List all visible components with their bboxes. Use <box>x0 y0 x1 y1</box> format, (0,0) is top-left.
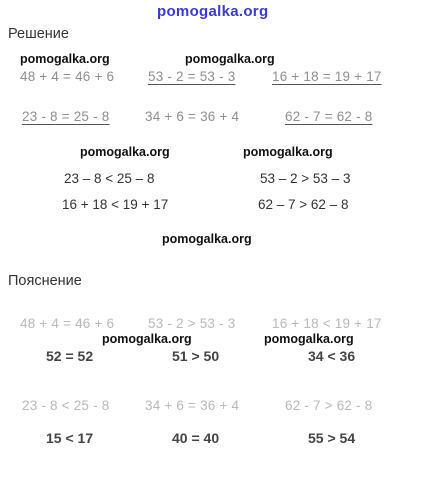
explanation-equation: 16 + 18 < 19 + 17 <box>272 316 382 331</box>
solution-equation: 62 - 7 = 62 - 8 <box>285 109 373 124</box>
explanation-equation: 53 - 2 > 53 - 3 <box>148 316 236 331</box>
explanation-equation: 23 - 8 < 25 - 8 <box>22 398 110 413</box>
solution-equation: 48 + 4 = 46 + 6 <box>20 69 115 84</box>
solution-equation: 34 + 6 = 36 + 4 <box>145 109 240 124</box>
explanation-heading: Пояснение <box>8 273 82 289</box>
watermark: pomogalka.org <box>264 332 354 346</box>
explanation-value: 34 < 36 <box>308 348 356 364</box>
solution-equation: 16 + 18 = 19 + 17 <box>272 69 382 84</box>
watermark: pomogalka.org <box>162 232 252 246</box>
explanation-value: 51 > 50 <box>172 348 220 364</box>
watermark: pomogalka.org <box>20 52 110 66</box>
site-title: pomogalka.org <box>157 3 269 20</box>
solution-equation: 23 - 8 = 25 - 8 <box>22 109 110 124</box>
solution-equation: 53 - 2 = 53 - 3 <box>148 69 236 84</box>
watermark: pomogalka.org <box>102 332 192 346</box>
explanation-equation: 34 + 6 = 36 + 4 <box>145 398 240 413</box>
explanation-equation: 48 + 4 = 46 + 6 <box>20 316 115 331</box>
explanation-value: 15 < 17 <box>46 430 94 446</box>
explanation-equation: 62 - 7 > 62 - 8 <box>285 398 373 413</box>
watermark: pomogalka.org <box>185 52 275 66</box>
solution-heading: Решение <box>8 26 69 42</box>
solution-result: 62 – 7 > 62 – 8 <box>258 197 349 212</box>
watermark: pomogalka.org <box>80 145 170 159</box>
explanation-value: 55 > 54 <box>308 430 356 446</box>
solution-result: 53 – 2 > 53 – 3 <box>260 171 351 186</box>
explanation-value: 52 = 52 <box>46 348 94 364</box>
solution-result: 23 – 8 < 25 – 8 <box>64 171 155 186</box>
explanation-value: 40 = 40 <box>172 430 220 446</box>
solution-result: 16 + 18 < 19 + 17 <box>62 197 169 212</box>
watermark: pomogalka.org <box>243 145 333 159</box>
